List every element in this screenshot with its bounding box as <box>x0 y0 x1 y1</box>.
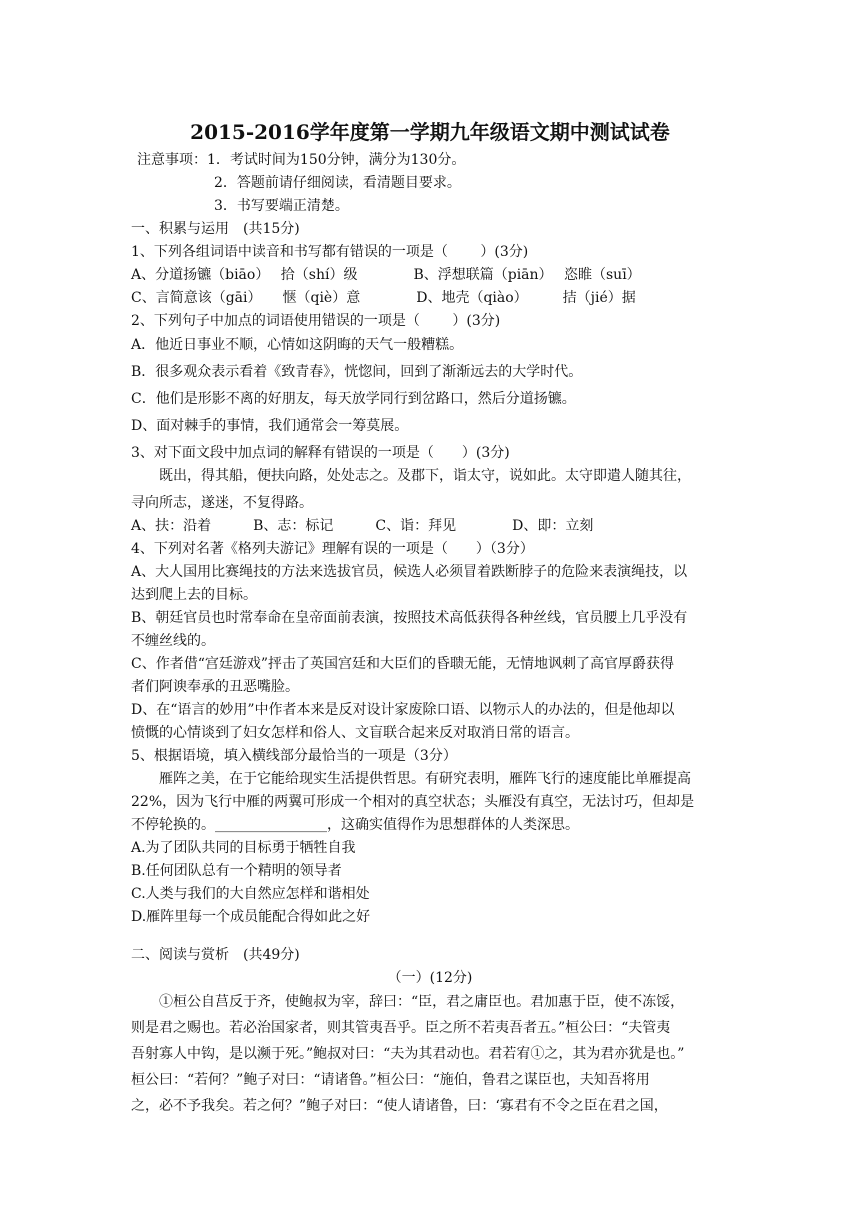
question-2-option-a: A．他近日事业不顺，心情如这阴晦的天气一般糟糕。 <box>131 337 464 353</box>
question-4-option-a-1: A、大人国用比赛绳技的方法来选拔官员，候选人必须冒着跌断脖子的危险来表演绳技，以 <box>131 564 688 580</box>
question-3-passage-1: 既出，得其船，便扶向路，处处志之。及郡下，诣太守，说如此。太守即遣人随其往， <box>131 468 691 484</box>
reading-line-4: 桓公曰：“若何？”鲍子对曰：“请诸鲁。”桓公曰：“施伯，鲁君之谋臣也，夫知吾将用 <box>131 1072 650 1088</box>
question-2-option-d: D、面对棘手的事情，我们通常会一筹莫展。 <box>131 418 409 434</box>
question-3-options: A、扶：沿着 B、志：标记 C、诣：拜见 D、即：立刻 <box>131 518 594 534</box>
question-4-option-c-1: C、作者借“宫廷游戏”抨击了英国宫廷和大臣们的昏聩无能，无情地讽刺了高官厚爵获得 <box>131 656 675 672</box>
question-2-option-c: C．他们是形影不离的好朋友，每天放学同行到岔路口，然后分道扬镳。 <box>131 391 576 407</box>
question-4-option-a-2: 达到爬上去的目标。 <box>131 587 257 603</box>
section-2-title: 二、阅读与赏析 (共49分) <box>131 947 300 963</box>
fill-blank: ________________ <box>215 817 327 833</box>
section-2-subtitle: （一）(12分) <box>387 970 473 986</box>
question-5-option-d: D.雁阵里每一个成员能配合得如此之好 <box>131 909 371 925</box>
question-4-option-c-2: 者们阿谀奉承的丑恶嘴脸。 <box>131 679 299 695</box>
question-4-option-d-2: 愤慨的心情谈到了妇女怎样和俗人、文盲联合起来反对取消日常的语言。 <box>131 725 579 741</box>
question-5-passage-3-start: 不停轮换的。 <box>131 817 215 833</box>
question-5-passage-1: 雁阵之美，在于它能给现实生活提供哲思。有研究表明，雁阵飞行的速度能比单雁提高 <box>131 771 691 787</box>
question-4: 4、下列对名著《格列夫游记》理解有误的一项是（ ）（3分） <box>131 541 534 557</box>
question-4-option-d-1: D、在“语言的妙用”中作者本来是反对设计家废除口语、以物示人的办法的，但是他却以 <box>131 702 675 718</box>
question-5-passage-2: 22%，因为飞行中雁的两翼可形成一个相对的真空状态；头雁没有真空，无法讨巧，但却是 <box>131 794 695 810</box>
question-3: 3、对下面文段中加点词的解释有错误的一项是（ ）(3分) <box>131 445 510 461</box>
notes-line-2: 2．答题前请仔细阅读，看清题目要求。 <box>214 175 461 191</box>
notes-line-1: 注意事项：1．考试时间为150分钟，满分为130分。 <box>137 152 466 168</box>
reading-line-3: 吾射寡人中钩，是以濒于死。”鲍叔对曰：“夫为其君动也。君若宥①之，其为君亦犹是也。” <box>131 1046 685 1062</box>
section-1-title: 一、积累与运用 (共15分) <box>131 221 300 237</box>
page-title: 2015-2016学年度第一学期九年级语文期中测试试卷 <box>190 120 670 144</box>
reading-line-1: ①桓公自莒反于齐，使鲍叔为宰，辞曰：“臣，君之庸臣也。君加惠于臣，使不冻馁， <box>131 994 685 1010</box>
question-5-option-a: A.为了团队共同的目标勇于牺牲自我 <box>131 840 356 856</box>
question-5-passage-3-end: ，这确实值得作为思想群体的人类深思。 <box>327 817 579 833</box>
question-1: 1、下列各组词语中读音和书写都有错误的一项是（ ）(3分) <box>131 244 529 260</box>
question-5-passage-3 <box>131 815 731 835</box>
question-4-option-b-1: B、朝廷官员也时常奉命在皇帝面前表演，按照技术高低获得各种丝线，官员腰上几乎没有 <box>131 610 688 626</box>
question-4-option-b-2: 不缠丝线的。 <box>131 633 215 649</box>
notes-line-3: 3．书写要端正清楚。 <box>214 198 349 214</box>
question-1-options-ab: A、分道扬镳（biāo） 拾（shí）级 B、浮想联篇（piān） 恣睢（suī） <box>131 267 641 283</box>
question-5: 5、根据语境，填入横线部分最恰当的一项是（3分） <box>131 748 457 764</box>
question-5-option-c: C.人类与我们的大自然应怎样和谐相处 <box>131 886 370 902</box>
question-2-option-b: B．很多观众表示看着《致青春》，恍惚间，回到了渐渐远去的大学时代。 <box>131 364 583 380</box>
reading-line-5: 之，必不予我矣。若之何？”鲍子对曰：“使人请诸鲁，曰：‘寡君有不令之臣在君之国， <box>131 1098 668 1114</box>
question-1-options-cd: C、言简意该（gāi） 惬（qiè）意 D、地壳（qiào） 拮（jié）据 <box>131 290 636 306</box>
question-2: 2、下列句子中加点的词语使用错误的一项是（ ）(3分) <box>131 313 501 329</box>
question-5-option-b: B.任何团队总有一个精明的领导者 <box>131 863 342 879</box>
question-3-passage-2: 寻向所志，遂迷，不复得路。 <box>131 495 313 511</box>
reading-line-2: 则是君之赐也。若必治国家者，则其管夷吾乎。臣之所不若夷吾者五。”桓公曰：“夫管夷 <box>131 1020 671 1036</box>
